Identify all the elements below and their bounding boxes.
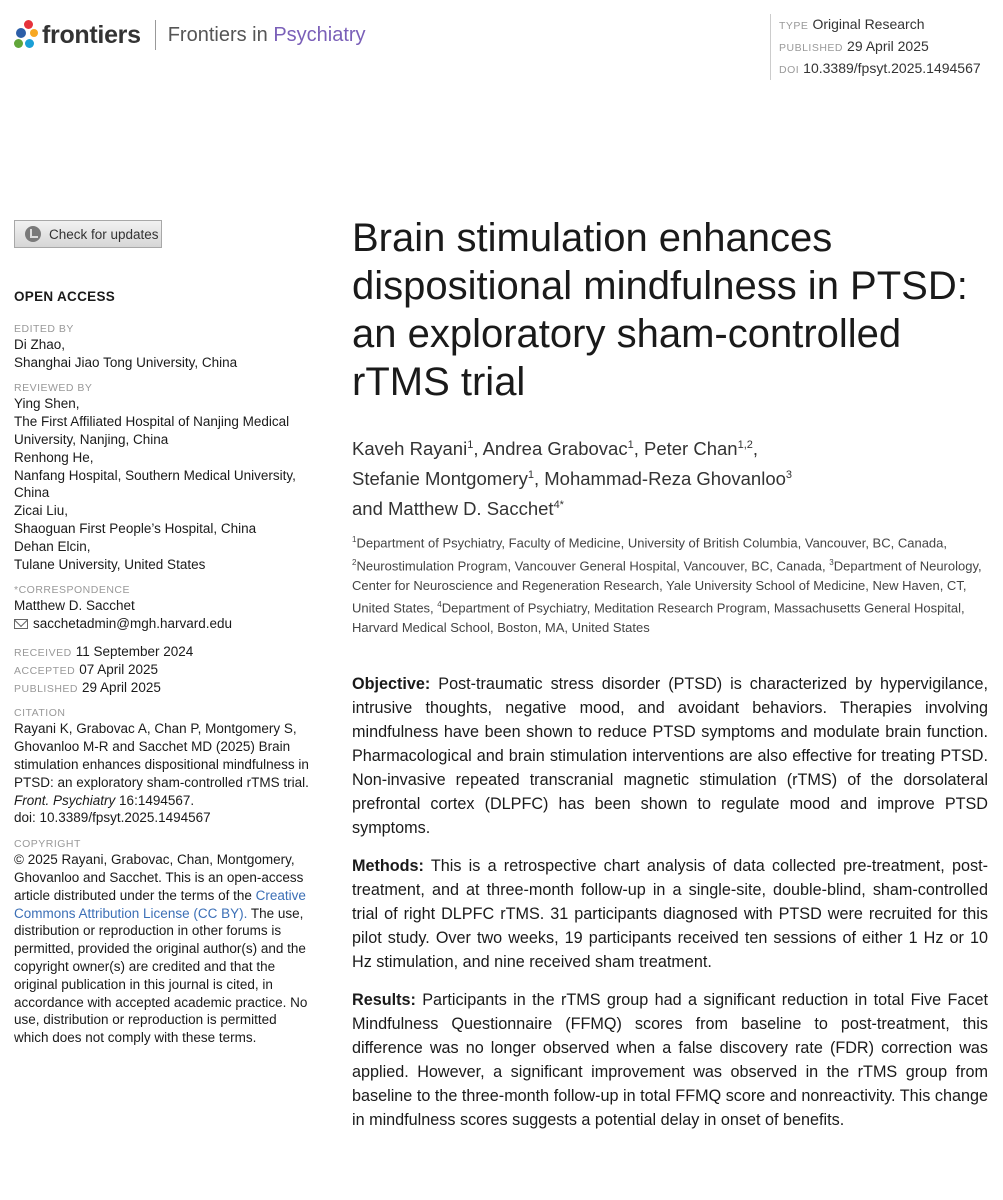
- author-name[interactable]: Peter Chan: [644, 438, 738, 460]
- reviewed-by-section: [14, 381, 309, 573]
- citation-text: Rayani K, Grabovac A, Chan P, Montgomery S, Ghovanloo M-R and Sacchet MD (2025) Brain stimulation enhances dispositional mindfulness in PTSD: an exploratory sham-controlled rTMS trial.: [14, 721, 309, 790]
- author-name[interactable]: Kaveh Rayani: [352, 438, 468, 460]
- editor-name: Di Zhao,: [14, 336, 66, 352]
- author-name[interactable]: Matthew D. Sacchet: [388, 498, 554, 520]
- edited-by-label: EDITED BY: [14, 322, 74, 335]
- reviewer-name: Zicai Liu,: [14, 503, 69, 519]
- citation-journal: Front. Psychiatry: [14, 792, 116, 808]
- abstract-results: Results: Participants in the rTMS group had a significant reduction in total Five Facet Mindfulness Questionnaire (FFMQ) scores from baseline to post-treatment, this difference was no longer observed when a false discovery rate (FDR) correction was applied. However, a significant improvement was observed in the rTMS group from baseline to the three-month follow-up in total FFMQ score and nonreactivity. This change in mindfulness scores suggests a potential delay in onset of benefits.: [352, 991, 988, 1129]
- correspondence-label: *CORRESPONDENCE: [14, 584, 131, 597]
- accepted-value: 07 April 2025: [79, 661, 158, 677]
- article-meta: [770, 14, 981, 80]
- abstract: [352, 672, 988, 1146]
- reviewer-affiliation: Nanfang Hospital, Southern Medical University, China: [14, 467, 296, 501]
- type-label: TYPE: [779, 20, 809, 32]
- affiliations: $^1$Department of Psychiatry, Faculty of Medicine, University of British Columbia, Vancouver, BC, Canada, $^2$Neurostimulation Program, Vancouver General Hospital, Vancouver, BC, Canada, $^3$Department of Neurology, Center for Neuroscience and Regeneration Research, Yale University School of Medicine, New Haven, CT, United States, $^4$Department of Psychiatry, Meditation Research Program, Massachusetts General Hospital, Harvard Medical School, Boston, MA, United States: [352, 535, 982, 635]
- abstract-heading: Methods:: [352, 857, 424, 875]
- author-list: Kaveh Rayani$^1$, Andrea Grabovac$^1$, Peter Chan$^{1,2}$, Stefanie Montgomery$^1$, Mohammad-Reza Ghovanloo$^3$ and Matthew D. Sacchet$^{4*}$: [352, 438, 793, 520]
- reviewer-name: Dehan Elcin,: [14, 538, 91, 554]
- dates-section: [14, 643, 309, 696]
- reviewer-affiliation: The First Affiliated Hospital of Nanjing Medical University, Nanjing, China: [14, 414, 290, 447]
- abstract-methods: Methods: This is a retrospective chart analysis of data collected pre-treatment, post-treatment, and at three-month follow-up in a single-site, double-blind, sham-controlled trial of right DLPFC rTMS. 31 participants diagnosed with PTSD were recruited for this pilot study. Over two weeks, 19 participants received ten sessions of either 1 Hz or 10 Hz stimulation, and nine received sham treatment.: [352, 857, 988, 971]
- brand-name: frontiers: [42, 20, 141, 49]
- correspondence-section: [14, 583, 309, 633]
- check-for-updates-label: Check for updates: [49, 226, 159, 242]
- abstract-heading: Objective:: [352, 675, 431, 693]
- citation-section: [14, 706, 309, 827]
- citation-source: [14, 792, 309, 810]
- copyright-text: © 2025 Rayani, Grabovac, Chan, Montgomery, Ghovanloo and Sacchet. This is an open-access article distributed under the terms of the Creative Commons Attribution License (CC BY). The use, distribution or reproduction in other forums is permitted, provided the original author(s) and the copyright owner(s) are credited and that the original publication in this journal is cited, in accordance with accepted academic practice. No use, distribution or reproduction is permitted which does not comply with these terms.: [14, 852, 308, 1046]
- editor-affiliation: Shanghai Jiao Tong University, China: [14, 354, 238, 370]
- correspondence-email[interactable]: sacchetadmin@mgh.harvard.edu: [33, 616, 233, 632]
- affiliation: Neurostimulation Program, Vancouver General Hospital, Vancouver, BC, Canada,: [356, 558, 830, 574]
- logo-divider: [155, 20, 156, 50]
- author-affil-sup: 1: [627, 439, 634, 451]
- author-name[interactable]: Andrea Grabovac: [482, 438, 628, 460]
- citation-doi[interactable]: doi: 10.3389/fpsyt.2025.1494567: [14, 810, 211, 826]
- doi-label: DOI: [779, 64, 800, 76]
- copyright-section: [14, 837, 309, 1047]
- received-label: RECEIVED: [14, 646, 72, 659]
- sidebar-published-value: 29 April 2025: [82, 679, 161, 695]
- author-affil-sup: 3: [785, 469, 793, 482]
- journal-name[interactable]: Frontiers in Psychiatry: [167, 23, 366, 46]
- author-affil-sup: 1,2: [737, 439, 753, 451]
- reviewed-by-label: REVIEWED BY: [14, 382, 93, 395]
- copyright-label: COPYRIGHT: [14, 838, 81, 851]
- reviewer-affiliation: Shaoguan First People’s Hospital, China: [14, 520, 257, 536]
- abstract-objective: Objective: Post-traumatic stress disorder (PTSD) is characterized by hypervigilance, intrusive thoughts, negative mood, and avoidant behaviors. Therapies involving mindfulness have been shown to reduce PTSD symptoms and modulate brain function. Pharmacological and brain stimulation interventions are also effective for treating PTSD. Non-invasive repeated transcranial magnetic stimulation (rTMS) of the dorsolateral prefrontal cortex (DLPFC) has been shown to regulate mood and improve PTSD symptoms.: [352, 675, 989, 837]
- author-name[interactable]: Stefanie Montgomery: [352, 468, 528, 490]
- author-name[interactable]: Mohammad-Reza Ghovanloo: [544, 468, 786, 490]
- frontiers-logo-icon: [14, 20, 38, 50]
- author-affil-sup: 4*: [553, 499, 564, 512]
- author-affil-sup: 1: [527, 469, 534, 482]
- reviewer-name: Ying Shen,: [14, 396, 80, 412]
- reviewer-affiliation: Tulane University, United States: [14, 556, 206, 572]
- correspondence-email-row[interactable]: [14, 615, 309, 633]
- accepted-label: ACCEPTED: [14, 664, 76, 677]
- check-for-updates-button[interactable]: [14, 220, 162, 248]
- received-value: 11 September 2024: [75, 643, 194, 659]
- envelope-icon: [14, 619, 28, 629]
- correspondence-name: Matthew D. Sacchet: [14, 598, 135, 614]
- affiliation: Department of Neurology, Center for Neuroscience and Regeneration Research, Yale University School of Medicine, New Haven, CT, United States,: [352, 558, 982, 616]
- published-label: PUBLISHED: [779, 42, 844, 54]
- type-value: Original Research: [812, 16, 925, 32]
- check-icon: [25, 226, 41, 242]
- author-affil-sup: 1: [467, 439, 474, 451]
- frontiers-logo[interactable]: [14, 20, 366, 50]
- open-access-label: OPEN ACCESS: [14, 289, 116, 304]
- edited-by-section: [14, 322, 309, 372]
- article-sidebar: [14, 288, 309, 1057]
- cc-license-link[interactable]: Creative Commons Attribution License (CC BY).: [14, 887, 306, 921]
- abstract-heading: Results:: [352, 991, 416, 1009]
- citation-label: CITATION: [14, 707, 66, 720]
- affiliation: Department of Psychiatry, Meditation Research Program, Massachusetts General Hospital, Harvard Medical School, Boston, MA, United States: [352, 600, 965, 635]
- published-value: 29 April 2025: [847, 38, 929, 54]
- sidebar-published-label: PUBLISHED: [14, 682, 79, 695]
- reviewer-name: Renhong He,: [14, 449, 94, 465]
- article-title: Brain stimulation enhances dispositional mindfulness in PTSD: an exploratory sham-controlled rTMS trial: [352, 216, 968, 404]
- doi-value[interactable]: 10.3389/fpsyt.2025.1494567: [803, 60, 981, 76]
- citation-volume: 16:1494567.: [119, 792, 195, 808]
- affiliation: Department of Psychiatry, Faculty of Medicine, University of British Columbia, Vancouver, BC, Canada,: [356, 535, 947, 551]
